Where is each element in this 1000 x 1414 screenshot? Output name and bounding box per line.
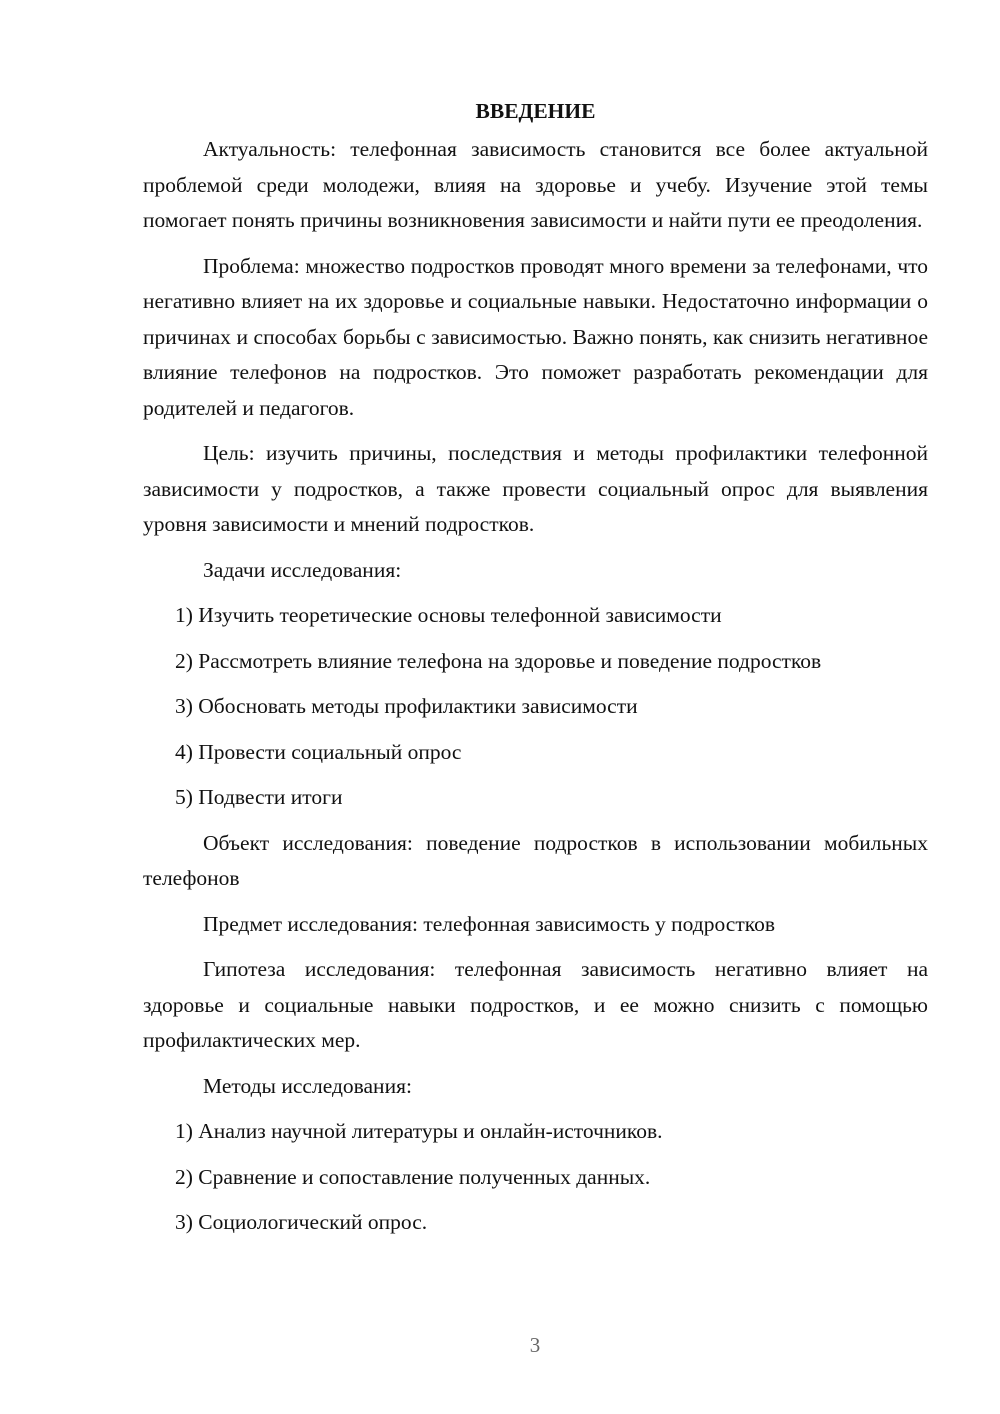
list-item: 1) Изучить теоретические основы телефонной зависимости (175, 603, 722, 627)
page-number: 3 (529, 1333, 541, 1357)
methods-label: Методы исследования: (203, 1073, 412, 1098)
list-item: 3) Обосновать методы профилактики зависимости (175, 694, 638, 718)
list-item: 1) Анализ научной литературы и онлайн-источников. (175, 1119, 663, 1143)
document-body (143, 96, 928, 1251)
tasks-label: Задачи исследования: (203, 557, 402, 582)
list-item: 4) Провести социальный опрос (175, 739, 462, 764)
subject-paragraph: Предмет исследования: телефонная зависимость у подростков (203, 911, 775, 936)
relevance-paragraph: Актуальность: телефонная зависимость становится все более актуальной проблемой среди молодежи, влияя на здоровье и учебу. Изучение этой темы помогает понять причины возникновения зависимости и найти пути ее преодоления. (143, 137, 928, 232)
list-item: 2) Сравнение и сопоставление полученных данных. (175, 1164, 651, 1189)
tasks-list (143, 598, 928, 816)
methods-list (143, 1114, 928, 1241)
section-title: ВВЕДЕНИЕ (475, 99, 596, 123)
problem-paragraph: Проблема: множество подростков проводят много времени за телефонами, что негативно влияет на их здоровье и социальные навыки. Недостаточно информации о причинах и способах борьбы с зависимостью. Важно понять, как снизить негативное влияние телефонов на подростков. Это поможет разработать рекомендации для родителей и педагогов. (143, 253, 928, 420)
hypothesis-paragraph: Гипотеза исследования: телефонная зависимость негативно влияет на здоровье и социальные навыки подростков, и ее можно снизить с помощью профилактических мер. (143, 957, 928, 1052)
list-item: 3) Социологический опрос. (175, 1210, 428, 1234)
goal-paragraph: Цель: изучить причины, последствия и методы профилактики телефонной зависимости у подростков, а также провести социальный опрос для выявления уровня зависимости и мнений подростков. (143, 441, 928, 536)
object-paragraph: Объект исследования: поведение подростков в использовании мобильных телефонов (143, 830, 928, 890)
list-item: 2) Рассмотреть влияние телефона на здоровье и поведение подростков (175, 648, 822, 673)
list-item: 5) Подвести итоги (175, 785, 343, 809)
